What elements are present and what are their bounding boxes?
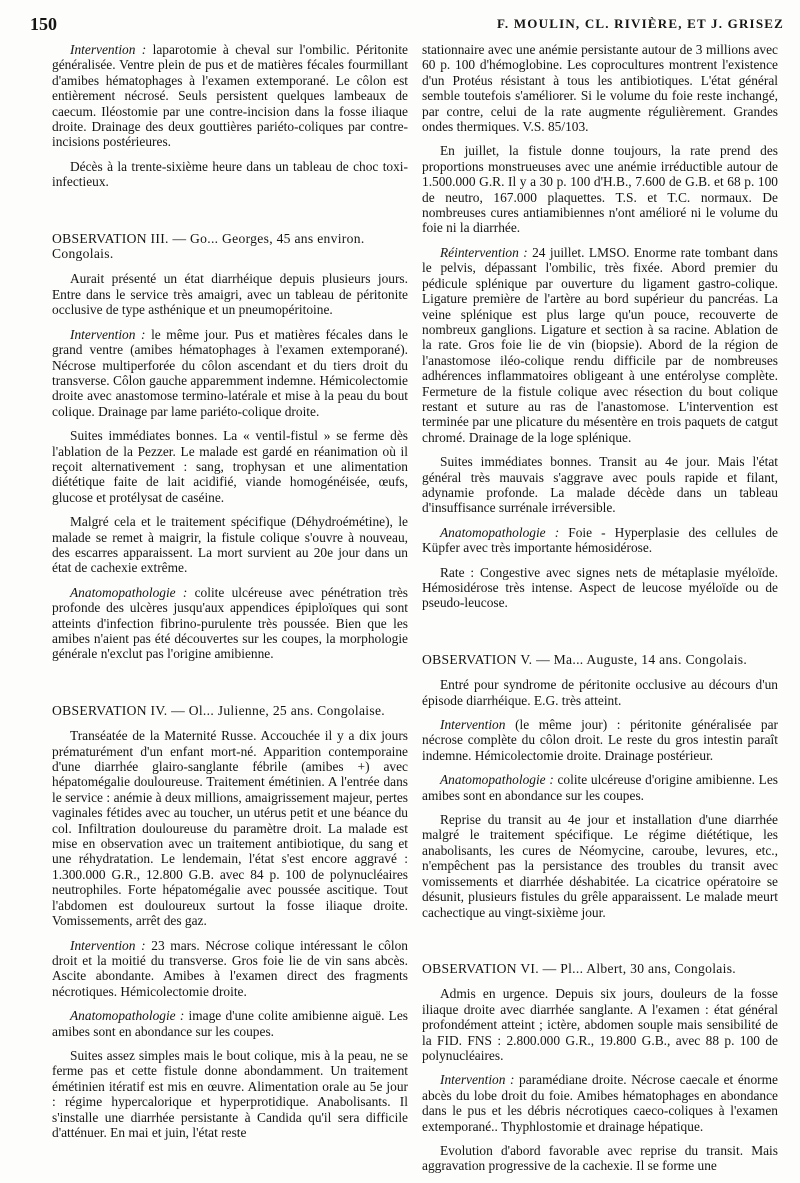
- section-label: Anatomopathologie :: [440, 772, 554, 788]
- left-column: [52, 42, 408, 1149]
- section-label: Anatomopathologie :: [70, 584, 188, 600]
- paragraph: Décès à la trente-sixième heure dans un tableau de choc toxi-infectieux.: [52, 158, 408, 190]
- paragraph: [422, 525, 778, 556]
- paragraph-text: paramédiane droite. Nécrose caecale et énorme abcès du lobe droit du foie. Amibes hématophages en abondance dans le pus et les débris nécrotiques caeco-coliques à l'examen extemporané.. Thyphlostomie et drainage hépatique.: [422, 1072, 778, 1134]
- paragraph-text: (le même jour) : péritonite généralisée par nécrose complète du côlon droit. Le reste du gros intestin paraît indemne. Hémicolectomie droite. Drainage postérieur.: [422, 717, 778, 763]
- paragraph-text: 24 juillet. LMSO. Enorme rate tombant dans le pelvis, dépassant l'ombilic, très fixée. Abord premier du pédicule splénique par ouverture du ligament gastro-colique. Ligature première de l'artère au bord supérieur du pancréas. La veine splénique est plus large qu'un pouce, recouverte de nombreux ganglions. Ligature et section à sa racine. Ablation de la rate. Gros foie lie de vin (biopsie). Abord de la région de l'anastomose iléo-colique rendu difficile par de nombreuses adhérences inflammatoires obligeant à une entérolyse complète. Fermeture de la fistule colique avec résection du bout colique restant et suture au ras de l'anastomose. L'intervention est terminée par une plicature du mésentère en trois paquets de catgut chromé. Drainage de la loge splénique.: [422, 244, 778, 445]
- paragraph: Entré pour syndrome de péritonite occlusive au décours d'un épisode diarrhéique. E.G. très atteint.: [422, 677, 778, 708]
- paragraph: [422, 772, 778, 803]
- paragraph-text: le même jour. Pus et matières fécales dans le grand ventre (amibes hématophages à l'examen extemporané). Nécrose multiperforée du côlon ascendant et du tiers droit du transverse. Côlon gauche apparemment indemne. Hémicolectomie droite avec anastomose termino-latérale et mise à la peau du bout colique. Drainage par lame pariéto-colique droite.: [52, 326, 409, 419]
- paragraph: Suites immédiates bonnes. La « ventil-fistul » se ferme dès l'ablation de la Pezzer. Le malade est gardé en réanimation où il reçoit alternativement : sang, trophysan et une alimentation diététique faite de lait acidifié, viande homogénéisée, œufs, glucose et protélysat de caséine.: [52, 428, 408, 505]
- paragraph-text: colite ulcéreuse d'origine amibienne. Les amibes sont en abondance sur les coupes.: [422, 772, 779, 803]
- paragraph-text: 23 mars. Nécrose colique intéressant le côlon droit et la moitié du transverse. Gros foie lie de vin sans abcès. Ascite abondante. Amibes à l'examen direct des fragments nécrotiques. Hémicolectomie droite.: [52, 937, 408, 999]
- observation-3-title: OBSERVATION III. — Go... Georges, 45 ans environ. Congolais.: [52, 230, 365, 262]
- page-header: [28, 14, 786, 34]
- paragraph-text: image d'une colite amibienne aiguë. Les amibes sont en abondance sur les coupes.: [52, 1008, 408, 1039]
- section-label: Intervention :: [70, 326, 146, 342]
- paragraph: [422, 717, 778, 763]
- paragraph: [52, 327, 408, 419]
- paragraph: Evolution d'abord favorable avec reprise du transit. Mais aggravation progressive de la cachexie. Il se forme une: [422, 1142, 778, 1174]
- paragraph: Reprise du transit au 4e jour et installation d'une diarrhée malgré le traitement spécifique. Le régime diététique, les anabolisants, les cures de Néomycine, caroube, levures, etc., n'empêchent pas la persistance des troubles du transit avec vomissements et diarrhée déshabitée. La cicatrice opératoire se désunit, plusieurs fistules du grêle apparaissent. Le malade meurt cachectique au vingt-sixième jour.: [422, 812, 778, 920]
- section-label: Anatomopathologie :: [440, 524, 560, 540]
- observation-5-title: OBSERVATION V. — Ma... Auguste, 14 ans. Congolais.: [422, 651, 748, 667]
- paragraph: Suites immédiates bonnes. Transit au 4e jour. Mais l'état général très mauvais s'aggrave avec pouls rapide et filant, adynamie profonde. La malade décède dans un tableau d'insuffisance surrénale irréversible.: [422, 454, 778, 516]
- paragraph: stationnaire avec une anémie persistante autour de 3 millions avec 60 p. 100 d'hémoglobine. Les coprocultures montrent l'existence d'un Protéus résistant à tous les antibiotiques. L'état général semble toutefois s'améliorer. Si le volume du foie reste inchangé, par contre, celui de la rate augmente régulièrement. Grandes ondes thermiques. V.S. 85/103.: [422, 42, 778, 135]
- paragraph: Admis en urgence. Depuis six jours, douleurs de la fosse iliaque droite avec diarrhée sanglante. A l'examen : état général profondément atteint ; ictère, abdomen souple mais sensibilité de la FID. FNS : 2.800.000 G.R., 19.800 G.B., avec 88 p. 100 de polynucléaires.: [422, 986, 778, 1063]
- paragraph: Suites assez simples mais le bout colique, mis à la peau, ne se ferme pas et cette fistule donne abondamment. Un traitement émétinien itératif est mis en œuvre. Alimentation orale au 5e jour : régime hypercalorique et hyperprotidique. Anabolisants. Il s'installe une diarrhée persistante à Candida qu'il sera difficile d'atténuer. En mai et juin, l'état reste: [52, 1047, 408, 1140]
- page-number: 150: [30, 14, 57, 34]
- paragraph: [52, 42, 408, 150]
- paragraph: [422, 245, 778, 445]
- paragraph: [52, 585, 408, 662]
- paragraph: [422, 1072, 778, 1134]
- section-label: Intervention :: [440, 1072, 515, 1088]
- section-label: Anatomopathologie :: [70, 1008, 185, 1024]
- section-label: Intervention :: [70, 937, 146, 953]
- paragraph: Rate : Congestive avec signes nets de métaplasie myéloïde. Hémosidérose très intense. Aspect de leucose myéloïde ou de pseudo-leucose.: [422, 564, 778, 611]
- paragraph-text: laparotomie à cheval sur l'ombilic. Péritonite généralisée. Ventre plein de pus et de matières fécales fourmillant d'amibes hématophages à l'examen extemporané. Le côlon est entièrement nécrosé. Seuls persistent quelques lambeaux de caecum. Iléostomie par une contre-incision dans la fosse iliaque droite. Drainage des deux gouttières pariéto-coliques par contre-incisions postérieures.: [52, 42, 408, 150]
- section-label: Réintervention :: [440, 244, 528, 260]
- running-title: F. MOULIN, CL. RIVIÈRE, ET J. GRISEZ: [496, 16, 784, 31]
- observation-4-title: OBSERVATION IV. — Ol... Julienne, 25 ans. Congolaise.: [52, 702, 385, 718]
- paragraph: Malgré cela et le traitement spécifique (Déhydroémétine), le malade se remet à maigrir, la fistule colique s'ouvre à nouveau, des escarres apparaissent. La mort survient au 20e jour dans un état de cachexie extrême.: [52, 514, 408, 576]
- paragraph: En juillet, la fistule donne toujours, la rate prend des proportions monstrueuses avec une anémie irréductible autour de 1.500.000 G.R. Il y a 30 p. 100 d'H.B., 7.600 de G.B. et 68 p. 100 de neutro, 167.000 plaquettes. T.S. et T.C. normaux. De nombreuses cures antiamibiennes n'ont amélioré ni le volume du foie ni la diarrhée.: [422, 143, 778, 236]
- paragraph: [52, 938, 408, 1000]
- section-label: Intervention :: [70, 42, 147, 57]
- observation-6-title: OBSERVATION VI. — Pl... Albert, 30 ans, Congolais.: [422, 960, 736, 976]
- paragraph-text: Foie - Hyperplasie des cellules de Küpfer avec très importante hémosidérose.: [422, 524, 778, 556]
- paragraph-text: colite ulcéreuse avec pénétration très profonde des ulcères jusqu'aux appendices épiploïques qui sont atteints d'infection fibrino-purulente très poussée. Bien que les amibes n'aient pas été découvertes sur les coupes, la morphologie générale n'exclut pas l'origine amibienne.: [52, 584, 408, 662]
- paragraph: Transéatée de la Maternité Russe. Accouchée il y a dix jours prématurément d'un enfant mort-né. Apparition contemporaine d'une diarrhée glairo-sanglante fébrile (amibes +) avec hépatomégalie douloureuse. Traitement émétinien. A l'entrée dans le service : anémie à deux millions, amaigrissement majeur, pertes vaginales fétides avec au toucher, un utérus petit et une béance du col. Infiltration douloureuse du paramètre droit. La malade est mise en observation avec un traitement antibiotique, du sang et une réhydratation. Le lendemain, l'état s'est encore aggravé : 1.300.000 G.R., 12.800 G.B. avec 84 p. 100 de polynucléaires neutrophiles. Forte hépatomégalie avec poussée ascitique. Tout l'abdomen est douloureux surtout la fosse iliaque droite. Vomissements, arrêt des gaz.: [52, 728, 408, 929]
- paragraph: [52, 1008, 408, 1039]
- section-label: Intervention: [440, 717, 506, 733]
- paragraph: Aurait présenté un état diarrhéique depuis plusieurs jours. Entre dans le service très amaigri, avec un tableau de péritonite occlusive de type asthénique et un pneumopéritoine.: [52, 271, 408, 318]
